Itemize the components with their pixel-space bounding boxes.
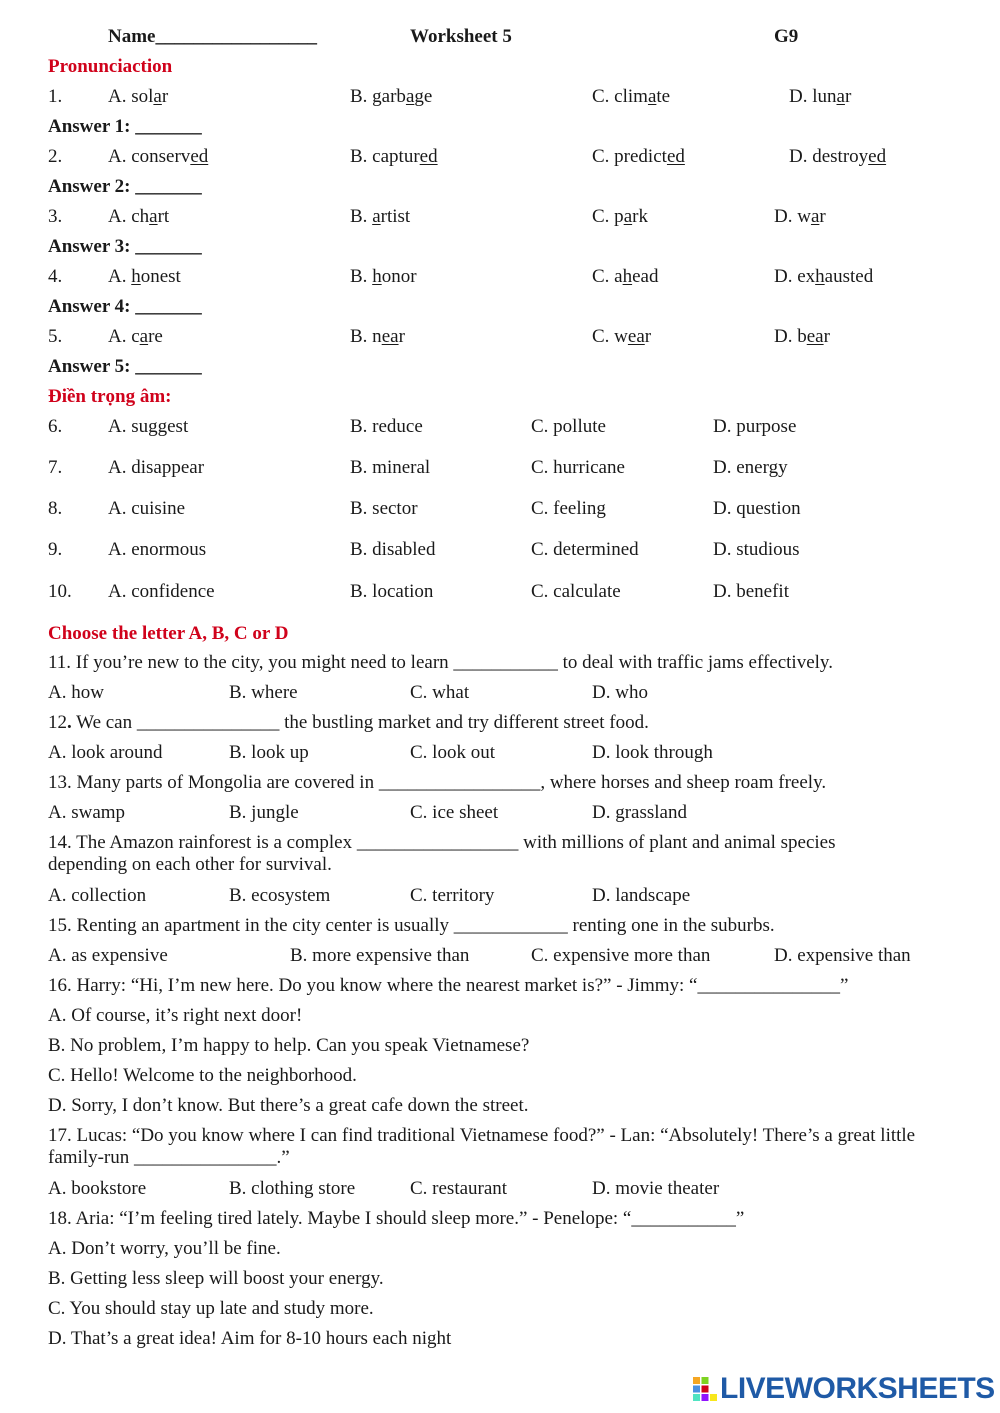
section-heading-stress: Điền trọng âm: (48, 386, 172, 407)
option-a: A. care (108, 326, 163, 347)
option-b: B. more expensive than (290, 945, 470, 966)
question-number: 5. (48, 326, 63, 347)
option-a: A. enormous (108, 539, 207, 560)
question-number: 2. (48, 146, 63, 167)
option-c: C. restaurant (410, 1178, 508, 1199)
question-number: 9. (48, 539, 63, 560)
option-c: C. feeling (531, 498, 606, 519)
option-b: B. where (229, 682, 298, 703)
option-a: A. Of course, it’s right next door! (48, 1005, 303, 1026)
option-c: C. determined (531, 539, 639, 560)
option-b: B. ecosystem (229, 885, 331, 906)
answer-blank-2[interactable]: Answer 2: _______ (48, 176, 202, 197)
option-d: D. bear (774, 326, 830, 347)
question-number: 8. (48, 498, 63, 519)
question-text: 12. We can _______________ the bustling market and try different street food. (48, 712, 649, 733)
question-text: 11. If you’re new to the city, you might need to learn ___________ to deal with traffic jams effectively. (48, 652, 833, 673)
option-d: D. purpose (713, 416, 797, 437)
section-heading-choose: Choose the letter A, B, C or D (48, 623, 289, 644)
liveworksheets-logo[interactable] (692, 1372, 995, 1406)
question-number: 4. (48, 266, 63, 287)
question-text: 15. Renting an apartment in the city center is usually ____________ renting one in the suburbs. (48, 915, 775, 936)
option-b: B. location (350, 581, 434, 602)
liveworksheets-logo-icon (692, 1376, 718, 1402)
option-c: C. You should stay up late and study more. (48, 1298, 374, 1319)
option-c: C. hurricane (531, 457, 625, 478)
option-d: D. expensive than (774, 945, 911, 966)
option-c: C. predicted (592, 146, 685, 167)
option-a: A. confidence (108, 581, 215, 602)
option-b: B. clothing store (229, 1178, 356, 1199)
option-b: B. look up (229, 742, 309, 763)
option-d: D. energy (713, 457, 788, 478)
option-b: B. No problem, I’m happy to help. Can you speak Vietnamese? (48, 1035, 530, 1056)
question-number: 3. (48, 206, 63, 227)
option-b: B. Getting less sleep will boost your energy. (48, 1268, 384, 1289)
option-c: C. climate (592, 86, 671, 107)
worksheet-title: Worksheet 5 (410, 26, 512, 47)
option-a: A. disappear (108, 457, 205, 478)
option-a: A. swamp (48, 802, 126, 823)
question-number: 1. (48, 86, 63, 107)
option-b: B. jungle (229, 802, 299, 823)
option-d: D. studious (713, 539, 800, 560)
option-b: B. captured (350, 146, 438, 167)
question-number: 6. (48, 416, 63, 437)
option-b: B. near (350, 326, 405, 347)
option-a: A. look around (48, 742, 163, 763)
option-c: C. calculate (531, 581, 621, 602)
option-d: D. landscape (592, 885, 691, 906)
option-d: D. question (713, 498, 801, 519)
option-b: B. honor (350, 266, 417, 287)
answer-blank-5[interactable]: Answer 5: _______ (48, 356, 202, 377)
question-text: 18. Aria: “I’m feeling tired lately. Maybe I should sleep more.” - Penelope: “___________” (48, 1208, 745, 1229)
option-c: C. wear (592, 326, 652, 347)
option-b: B. artist (350, 206, 411, 227)
option-d: D. who (592, 682, 648, 703)
option-a: A. conserved (108, 146, 209, 167)
option-c: C. park (592, 206, 648, 227)
option-a: A. honest (108, 266, 181, 287)
option-c: C. what (410, 682, 470, 703)
option-d: D. movie theater (592, 1178, 720, 1199)
option-c: C. look out (410, 742, 495, 763)
option-b: B. mineral (350, 457, 431, 478)
option-a: A. collection (48, 885, 147, 906)
option-b: B. reduce (350, 416, 423, 437)
question-number: 7. (48, 457, 63, 478)
option-d: D. benefit (713, 581, 789, 602)
option-b: B. disabled (350, 539, 436, 560)
option-a: A. cuisine (108, 498, 186, 519)
option-d: D. war (774, 206, 826, 227)
grade-label: G9 (774, 26, 799, 47)
option-d: D. destroyed (789, 146, 887, 167)
question-text: 13. Many parts of Mongolia are covered in _________________, where horses and sheep roam freely. (48, 772, 827, 793)
option-a: A. suggest (108, 416, 189, 437)
name-field-label: Name_________________ (108, 26, 317, 47)
option-a: A. bookstore (48, 1178, 147, 1199)
option-c: C. ice sheet (410, 802, 499, 823)
answer-blank-1[interactable]: Answer 1: _______ (48, 116, 202, 137)
option-a: A. Don’t worry, you’ll be fine. (48, 1238, 281, 1259)
option-c: C. Hello! Welcome to the neighborhood. (48, 1065, 357, 1086)
question-number: 10. (48, 581, 72, 602)
option-a: A. how (48, 682, 104, 703)
answer-blank-4[interactable]: Answer 4: _______ (48, 296, 202, 317)
question-text: 16. Harry: “Hi, I’m new here. Do you know where the nearest market is?” - Jimmy: “_______________” (48, 975, 849, 996)
option-a: A. solar (108, 86, 169, 107)
section-heading-pronunciation: Pronunciaction (48, 56, 173, 77)
question-text: 14. The Amazon rainforest is a complex _________________ with millions of plant and animal species depending on each other for survival. (48, 832, 836, 875)
option-a: A. as expensive (48, 945, 168, 966)
answer-blank-3[interactable]: Answer 3: _______ (48, 236, 202, 257)
option-a: A. chart (108, 206, 170, 227)
brand-name: LIVEWORKSHEETS (720, 1372, 995, 1405)
option-d: D. grassland (592, 802, 687, 823)
option-c: C. territory (410, 885, 495, 906)
option-d: D. look through (592, 742, 713, 763)
option-b: B. sector (350, 498, 418, 519)
option-c: C. ahead (592, 266, 659, 287)
option-b: B. garbage (350, 86, 433, 107)
option-d: D. That’s a great idea! Aim for 8-10 hours each night (48, 1328, 452, 1349)
option-d: D. exhausted (774, 266, 874, 287)
question-text: 17. Lucas: “Do you know where I can find traditional Vietnamese food?” - Lan: “Absolutely! There’s a great little family-run _______________.” (48, 1125, 916, 1168)
option-d: D. lunar (789, 86, 852, 107)
option-c: C. expensive more than (531, 945, 711, 966)
option-d: D. Sorry, I don’t know. But there’s a great cafe down the street. (48, 1095, 529, 1116)
option-c: C. pollute (531, 416, 606, 437)
